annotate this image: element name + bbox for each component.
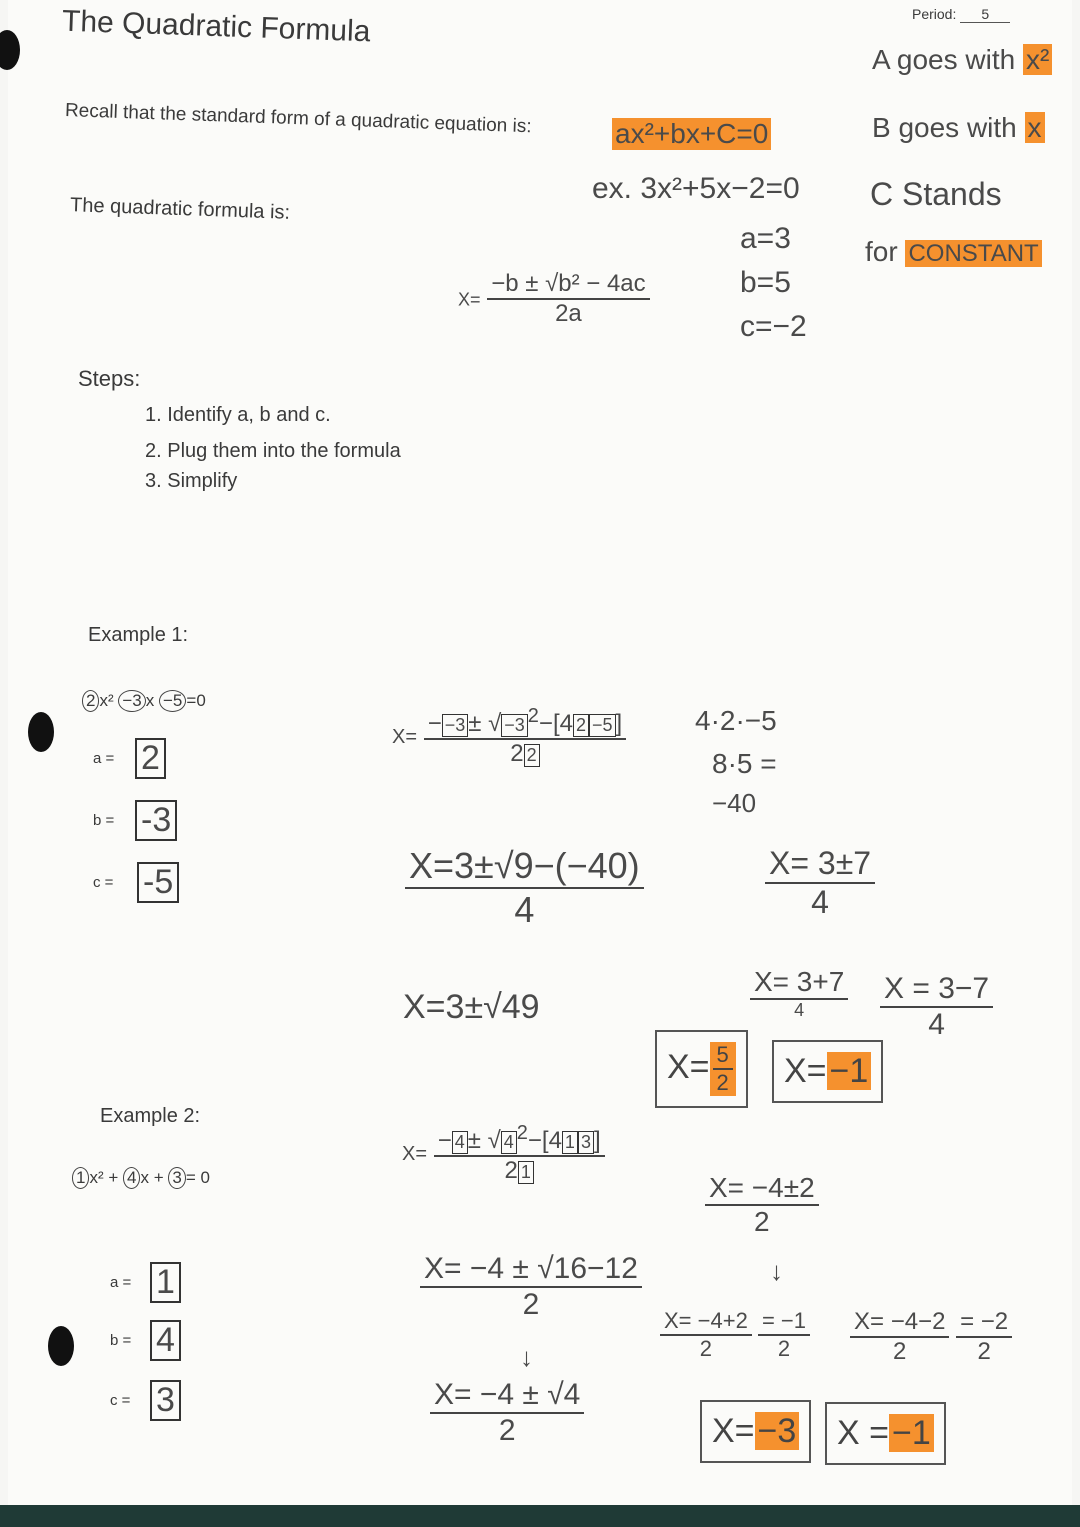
formula-denominator: 2a (555, 300, 582, 327)
example2-step3: $\frac{X= -4\pm 2}{2}$ (705, 1172, 819, 1238)
standard-form-highlight: ax²+bx+C=0 (612, 118, 771, 150)
period-field (912, 6, 1010, 23)
note-c: C Stands (870, 176, 1002, 212)
a-label: a = (93, 750, 115, 767)
example1-step2: $\frac{X= 3\pm 7}{4}$ (765, 845, 875, 921)
c-value-box: -5 (137, 862, 179, 903)
period-label: Period: (912, 6, 957, 22)
example1-step3: X=3±√49 (403, 988, 540, 1026)
example2-substitution: X= $\frac{- 4 \pm √ 4 ^2-[4 1 3 ]}{2 1}$ (402, 1122, 605, 1185)
example1-minus: $\frac{X = 3-7}{4}$ (880, 972, 993, 1042)
c-value-box: 3 (150, 1380, 181, 1421)
example1-title: Example 1: (88, 624, 189, 646)
a-label: a = (110, 1274, 132, 1291)
b-label: b = (110, 1332, 132, 1349)
steps-title: Steps: (78, 366, 141, 391)
period-value: 5 (960, 6, 1010, 23)
example2-answer1-box: X=−3 (700, 1400, 811, 1463)
note-a-term: x² (1023, 44, 1052, 75)
example1-equation: 2 x² −3 x −5 =0 (82, 690, 206, 712)
side-calc: 8·5 = (712, 748, 777, 779)
page-title: The Quadratic Formula (61, 4, 371, 49)
example1-answer2-box: X=−1 (772, 1040, 883, 1103)
example1-step1: $\frac{X=3\pm√9-(-40)}{4}$ (405, 845, 644, 931)
a-value-box: 2 (135, 738, 166, 779)
punch-hole (28, 712, 54, 752)
example2-plus: $\frac{X= -4+2}{2}$ $\frac{= -1}{2}$ (660, 1308, 810, 1362)
quadratic-formula: X= $\frac{\text{−b ± √b² − 4ac}}{2a}$ (458, 270, 650, 328)
step-item: 1. Identify a, b and c. (145, 404, 331, 426)
formula-numerator: −b ± √b² − 4ac (487, 270, 649, 300)
example-c: c=−2 (740, 310, 807, 343)
c-label: c = (93, 874, 114, 891)
example2-title: Example 2: (100, 1105, 201, 1127)
b-label: b = (93, 812, 115, 829)
note-b-term: x (1025, 112, 1045, 143)
example2-step2: $\frac{X= -4 \pm √4}{2}$ (430, 1378, 584, 1448)
formula-label: The quadratic formula is: (69, 194, 291, 224)
example1-answer1-box: X= $\frac{5}{2}$ (655, 1030, 748, 1108)
step-item: 3. Simplify (145, 470, 238, 492)
c-label: c = (110, 1392, 131, 1409)
note-b: B goes with x (872, 112, 1045, 144)
note-d: for CONSTANT (865, 236, 1042, 268)
b-value-box: 4 (150, 1320, 181, 1361)
note-a: A goes with x² (872, 44, 1052, 76)
example2-equation: 1 x² + 4 x + 3 = 0 (72, 1167, 210, 1189)
example-a: a=3 (740, 222, 791, 255)
a-value-box: 1 (150, 1262, 181, 1303)
side-calc: 4·2·−5 (695, 705, 777, 736)
example-b: b=5 (740, 266, 791, 299)
example1-plus: $\frac{X= 3+7}{4}$ (750, 966, 848, 1021)
example2-answer2-box: X =−1 (825, 1402, 946, 1465)
down-arrow-icon: ↓ (770, 1256, 783, 1286)
recall-text: Recall that the standard form of a quadratic equation is: (64, 100, 532, 138)
note-constant: CONSTANT (905, 240, 1041, 267)
example-equation: ex. 3x²+5x−2=0 (592, 172, 800, 205)
b-value-box: -3 (135, 800, 177, 841)
background-surface (0, 1505, 1080, 1527)
down-arrow-icon: ↓ (520, 1342, 533, 1372)
punch-hole (48, 1326, 74, 1366)
side-calc: −40 (712, 788, 757, 818)
step-item: 2. Plug them into the formula (145, 440, 401, 462)
example2-step1: $\frac{X= -4 \pm √16-12}{2}$ (420, 1252, 642, 1322)
example1-substitution: X= $\frac{- -3 \pm √ -3 ^2-[4 2 -5 ]}{2 2}$ (392, 705, 626, 768)
example2-minus: $\frac{X= -4-2}{2}$ $\frac{= -2}{2}$ (850, 1308, 1012, 1366)
